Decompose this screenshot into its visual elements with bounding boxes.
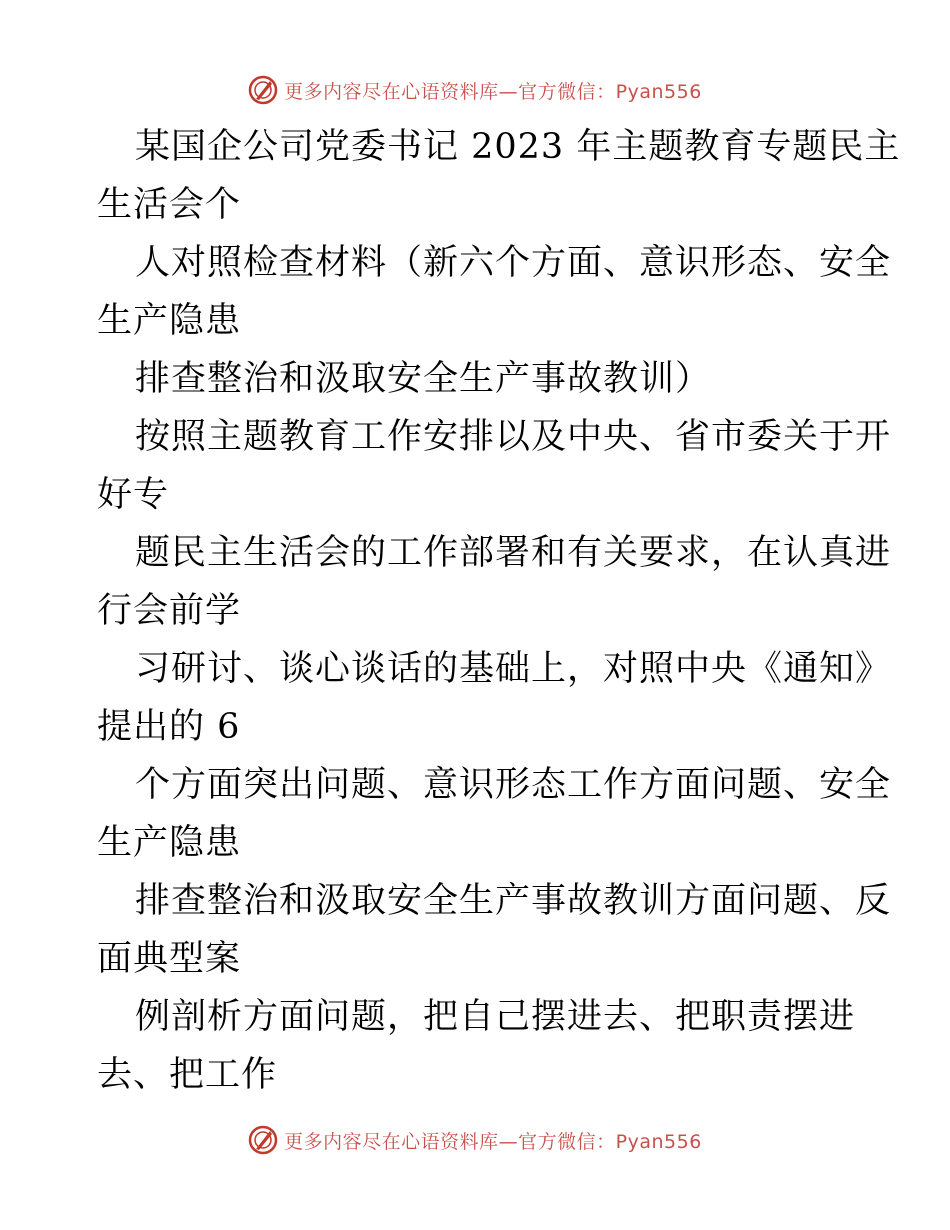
text-line: 人对照检查材料（新六个方面、意识形态、安全 <box>135 243 892 283</box>
text-line: 某国企公司党委书记 2023 年主题教育专题民主 <box>135 127 901 167</box>
text-line: 面典型案 <box>97 939 242 979</box>
text-line: 排查整治和汲取安全生产事故教训） <box>135 359 712 399</box>
document-body <box>97 118 901 1104</box>
quill-logo-icon <box>248 75 278 105</box>
text-line: 题民主生活会的工作部署和有关要求，在认真进 <box>135 533 892 573</box>
text-line: 提出的 6 <box>97 707 241 747</box>
watermark-text: 更多内容尽在心语资料库—官方微信：Pyan556 <box>284 1130 702 1153</box>
text-line: 习研讨、谈心谈话的基础上，对照中央《通知》 <box>135 649 892 689</box>
text-line: 个方面突出问题、意识形态工作方面问题、安全 <box>135 765 892 805</box>
text-line: 去、把工作 <box>97 1055 278 1095</box>
quill-logo-icon <box>248 1125 278 1155</box>
text-line: 好专 <box>97 475 170 515</box>
text-line: 生产隐患 <box>97 301 242 341</box>
text-line: 排查整治和汲取安全生产事故教训方面问题、反 <box>135 881 892 921</box>
text-line: 生产隐患 <box>97 823 242 863</box>
watermark-text: 更多内容尽在心语资料库—官方微信：Pyan556 <box>284 80 702 103</box>
footer-watermark <box>0 1120 950 1160</box>
text-line: 按照主题教育工作安排以及中央、省市委关于开 <box>135 417 892 457</box>
text-line: 例剖析方面问题，把自己摆进去、把职责摆进 <box>135 997 856 1037</box>
header-watermark <box>0 70 950 110</box>
text-line: 行会前学 <box>97 591 242 631</box>
text-line: 生活会个 <box>97 185 242 225</box>
